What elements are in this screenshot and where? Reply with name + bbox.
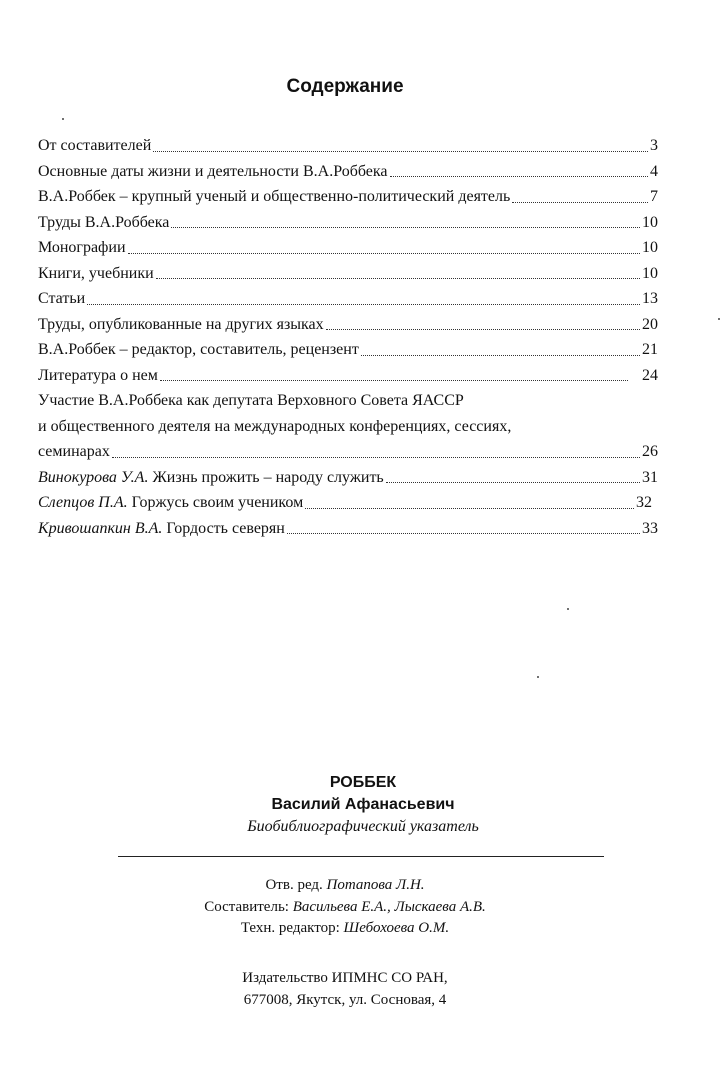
toc-entry bbox=[38, 210, 658, 236]
toc-leader-dots bbox=[287, 533, 640, 534]
toc-entry-label: В.А.Роббек – крупный ученый и общественно-политический деятель bbox=[38, 188, 511, 205]
compilers bbox=[0, 899, 690, 916]
toc-leader-dots bbox=[361, 355, 640, 356]
toc-entry-label: Труды В.А.Роббека bbox=[38, 213, 170, 231]
toc-entry-last-line bbox=[38, 439, 658, 465]
toc-leader-dots bbox=[112, 457, 640, 458]
toc-leader-dots bbox=[128, 253, 640, 254]
toc-entry-author: Кривошапкин В.А. bbox=[38, 519, 163, 537]
responsible-editor bbox=[0, 877, 690, 894]
scan-speck bbox=[62, 118, 64, 120]
toc-entry-label-line: семинарах bbox=[38, 443, 110, 460]
table-of-contents bbox=[38, 133, 658, 541]
toc-leader-dots bbox=[326, 329, 640, 330]
toc-entry-page: 10 bbox=[642, 239, 658, 256]
toc-leader-dots bbox=[386, 482, 640, 483]
toc-entry-page: 13 bbox=[642, 290, 658, 307]
toc-leader-dots bbox=[160, 380, 628, 381]
technical-editor bbox=[0, 920, 690, 937]
toc-entry-label: В.А.Роббек – редактор, составитель, рецензент bbox=[38, 341, 359, 358]
toc-entry-label: Гордость северян bbox=[166, 519, 285, 537]
compilers-label: Составитель: bbox=[204, 899, 289, 915]
toc-entry bbox=[38, 235, 658, 261]
toc-entry-page: 3 bbox=[650, 137, 658, 154]
toc-entry-label: Основные даты жизни и деятельности В.А.Роббека bbox=[38, 162, 388, 180]
toc-author-entry bbox=[38, 516, 658, 542]
toc-entry-page: 26 bbox=[642, 443, 658, 460]
publisher-address: 677008, Якутск, ул. Сосновая, 4 bbox=[243, 992, 447, 1008]
book-author-given-names: Василий Афанасьевич bbox=[271, 796, 455, 813]
toc-entry-author: Слепцов П.А. bbox=[38, 494, 128, 511]
toc-entry-label: Монографии bbox=[38, 239, 126, 256]
toc-entry-label-line: Участие В.А.Роббека как депутата Верховного Совета ЯАССР bbox=[38, 392, 464, 409]
toc-entry-label: Жизнь прожить – народу служить bbox=[152, 468, 384, 486]
editor-label: Отв. ред. bbox=[265, 877, 323, 893]
toc-entry-page: 10 bbox=[642, 264, 658, 282]
horizontal-rule bbox=[118, 856, 604, 857]
toc-leader-dots bbox=[171, 227, 640, 228]
toc-entry bbox=[38, 261, 658, 287]
toc-entry-label: Литература о нем bbox=[38, 366, 158, 384]
toc-entry bbox=[38, 159, 658, 185]
toc-entry bbox=[38, 337, 658, 363]
toc-entry-label: Труды, опубликованные на других языках bbox=[38, 315, 324, 333]
toc-entry-label: Статьи bbox=[38, 290, 86, 307]
toc-entry-page: 7 bbox=[650, 188, 658, 205]
toc-entry bbox=[38, 312, 658, 338]
scan-speck bbox=[537, 676, 539, 678]
toc-entry-page: 4 bbox=[650, 162, 658, 180]
toc-entry-page: 10 bbox=[642, 213, 658, 231]
toc-leader-dots bbox=[87, 304, 640, 305]
tech-editor-name: Шебохоева О.М. bbox=[343, 920, 450, 936]
toc-leader-dots bbox=[390, 176, 648, 177]
toc-entry-author: Винокурова У.А. bbox=[38, 468, 149, 486]
scan-speck bbox=[567, 608, 569, 610]
toc-entry-page: 21 bbox=[642, 341, 658, 358]
publisher: Издательство ИПМНС СО РАН, bbox=[242, 970, 448, 986]
tech-editor-label: Техн. редактор: bbox=[240, 920, 340, 936]
toc-author-entry bbox=[38, 465, 658, 491]
book-subtitle: Биобиблиографический указатель bbox=[247, 818, 479, 835]
toc-entry bbox=[38, 286, 658, 312]
toc-author-entry bbox=[38, 490, 658, 516]
toc-leader-dots bbox=[156, 278, 640, 279]
toc-entry bbox=[38, 133, 658, 159]
toc-entry-label-line: и общественного деятеля на международных конференциях, сессиях, bbox=[38, 417, 512, 435]
toc-leader-dots bbox=[512, 202, 648, 203]
toc-leader-dots bbox=[153, 151, 648, 152]
scan-speck bbox=[718, 318, 720, 320]
book-author-surname: РОББЕК bbox=[329, 774, 397, 791]
toc-entry-page: 31 bbox=[642, 468, 658, 486]
toc-entry-label: От составителей bbox=[38, 137, 152, 154]
toc-leader-dots bbox=[305, 508, 634, 509]
toc-entry-page: 32 bbox=[636, 494, 652, 511]
toc-entry-label: Горжусь своим учеником bbox=[131, 494, 304, 511]
toc-entry-page: 33 bbox=[642, 519, 658, 537]
compilers-names: Васильева Е.А., Лыскаева А.В. bbox=[292, 899, 486, 915]
editor-name: Потапова Л.Н. bbox=[326, 877, 425, 893]
toc-entry bbox=[38, 184, 658, 210]
toc-entry bbox=[38, 363, 658, 389]
toc-entry-label: Книги, учебники bbox=[38, 264, 154, 282]
toc-title: Содержание bbox=[286, 76, 404, 97]
toc-entry-page: 20 bbox=[642, 315, 658, 333]
toc-entry-page: 24 bbox=[642, 366, 658, 384]
toc-entry-multiline bbox=[38, 388, 658, 465]
